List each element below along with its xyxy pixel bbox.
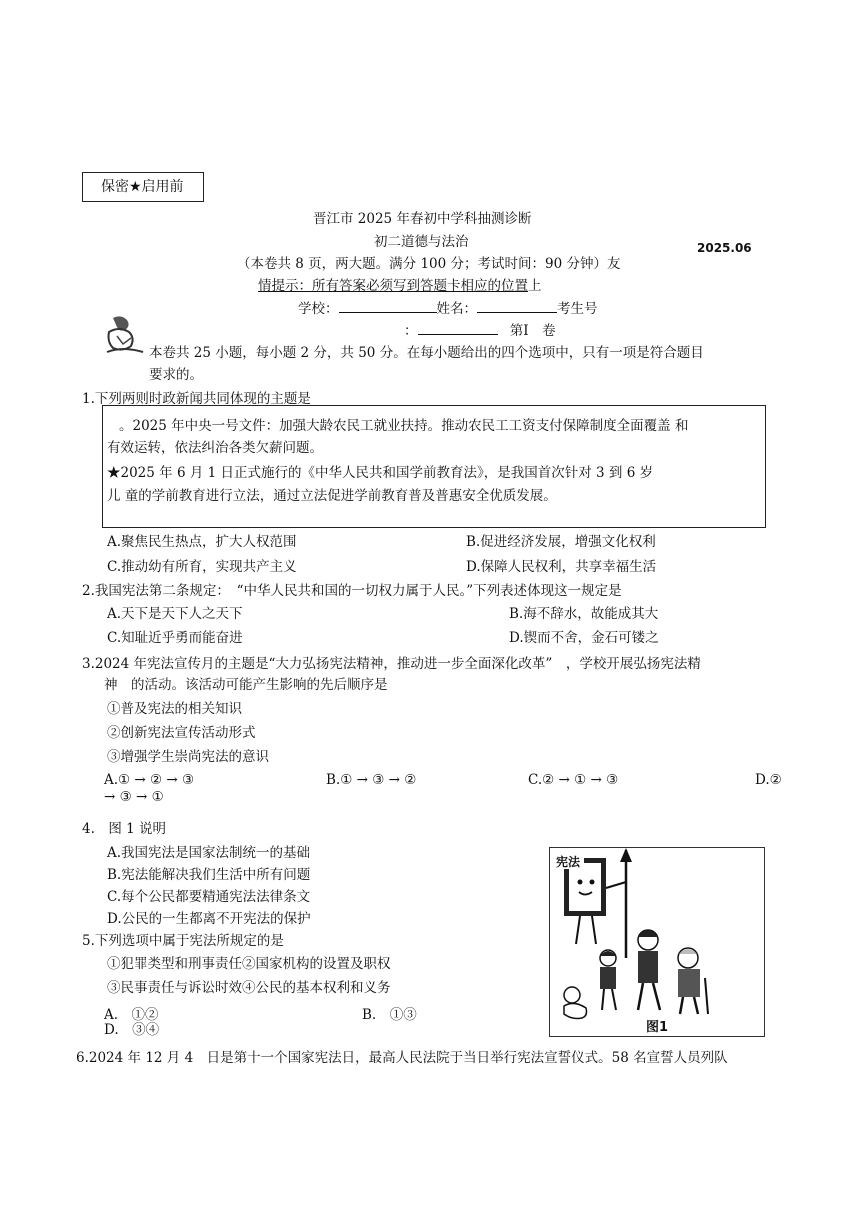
student-info-row [298,297,598,317]
reminder-tail: 上 [528,278,542,294]
q3-item-1: ①普及宪法的相关知识 [107,701,242,717]
q1-news1-line2: 有效运转，依法纠治各类欠薪问题。 [107,440,323,456]
q1-news2-line2: 儿 童的学前教育进行立法，通过立法促进学前教育普及普惠安全优质发展。 [107,488,557,504]
q1-option-d[interactable]: D.保障人民权利，共享幸福生活 [466,559,657,575]
figure-caption: 图1 [646,1020,669,1035]
colon: ： [404,323,418,339]
q3-option-c[interactable]: C.② → ① → ③ [528,772,619,788]
q3-option-d[interactable]: D.② [755,772,782,788]
q5-item-1: ①犯罪类型和刑事责任②国家机构的设置及职权 [107,956,391,972]
name-label: 姓名： [436,301,477,317]
q2-stem: 2.我国宪法第二条规定： “中华人民共和国的一切权力属于人民。”下列表述体现这一规定是 [82,583,622,599]
q3-stem-line2: 神 的活动。该活动可能产生影响的先后顺序是 [104,677,388,693]
reminder-underlined: 情提示：所有答案必须写到答题卡相应的位置 [258,278,528,294]
q2-option-c[interactable]: C.知耻近乎勇而能奋进 [107,630,243,646]
part-instructions-1: 本卷共 25 小题，每小题 2 分，共 50 分。在每小题给出的四个选项中，只有一项是符合题目 [149,345,704,361]
q4-stem: 4. 图 1 说明 [82,821,167,837]
constitution-cartoon-image [550,848,764,1036]
exam-date: 2025.06 [697,241,752,255]
q1-stem: 1.下列两则时政新闻共同体现的主题是 [82,391,311,407]
q5-stem: 5.下列选项中属于宪法所规定的是 [82,933,284,949]
exam-subject: 初二道德与法治 [374,234,469,250]
q3-option-b[interactable]: B.① → ③ → ② [326,772,417,788]
q6-stem: 6.2024 年 12 月 4 日是第十一个国家宪法日，最高人民法院于当日举行宪法宣誓仪式。58 名宣誓人员列队 [76,1050,728,1066]
q1-option-a[interactable]: A.聚焦民生热点，扩大人权范围 [107,534,297,550]
q1-news-box [102,405,766,528]
book-label: 宪法 [556,855,581,869]
q3-option-a[interactable]: A.① → ② → ③ [104,772,195,788]
reminder [258,274,542,294]
exam-info: （本卷共 8 页，两大题。满分 100 分；考试时间：90 分钟）友 [237,256,621,272]
q3-item-2: ②创新宪法宣传活动形式 [107,725,256,741]
q4-option-a[interactable]: A.我国宪法是国家法制统一的基础 [107,845,311,861]
q4-option-c[interactable]: C.每个公民都要精通宪法法律条文 [107,889,311,905]
school-field[interactable] [339,298,437,313]
q1-news2-line1: ★2025 年 6 月 1 日正式施行的《中华人民共和国学前教育法》，是我国首次针对 3 到 6 岁 [107,465,654,481]
school-label: 学校： [298,301,339,317]
part-instructions-2: 要求的。 [149,367,203,383]
exam-number-field[interactable] [418,320,498,335]
q3-item-3: ③增强学生崇尚宪法的意识 [107,749,269,765]
part-label: 第Ⅰ 卷 [509,323,556,339]
confidential-label: 保密★启用前 [82,172,204,202]
q1-option-c[interactable]: C.推动幼有所育，实现共产主义 [107,559,297,575]
q2-option-a[interactable]: A.天下是天下人之天下 [107,606,243,622]
q2-option-d[interactable]: D.锲而不舍，金石可镂之 [509,630,659,646]
q5-option-d[interactable]: D. ③④ [104,1022,160,1038]
q1-option-b[interactable]: B.促进经济发展，增强文化权利 [466,534,656,550]
q5-option-b[interactable]: B. ①③ [362,1007,417,1023]
exam-number-label: 考生号 [557,301,598,317]
part-heading-row [404,319,556,339]
figure-1 [549,847,765,1037]
q3-option-d-wrap: → ③ → ① [104,789,164,805]
q5-option-a[interactable]: A. ①② [104,1007,159,1023]
decorative-figure-icon [103,312,147,356]
q1-news1-line1: 。2025 年中央一号文件：加强大龄农民工就业扶持。推动农民工工资支付保障制度全面覆盖 和 [119,418,689,434]
name-field[interactable] [477,298,557,313]
q3-stem-line1: 3.2024 年宪法宣传月的主题是“大力弘扬宪法精神，推动进一步全面深化改革” ，学校开展弘扬宪法精 [82,656,701,672]
exam-title: 晋江市 2025 年春初中学科抽测诊断 [313,211,532,227]
q4-option-b[interactable]: B.宪法能解决我们生活中所有问题 [107,867,311,883]
q2-option-b[interactable]: B.海不辞水，故能成其大 [509,606,659,622]
q4-option-d[interactable]: D.公民的一生都离不开宪法的保护 [107,911,311,927]
q5-item-2: ③民事责任与诉讼时效④公民的基本权利和义务 [107,980,391,996]
